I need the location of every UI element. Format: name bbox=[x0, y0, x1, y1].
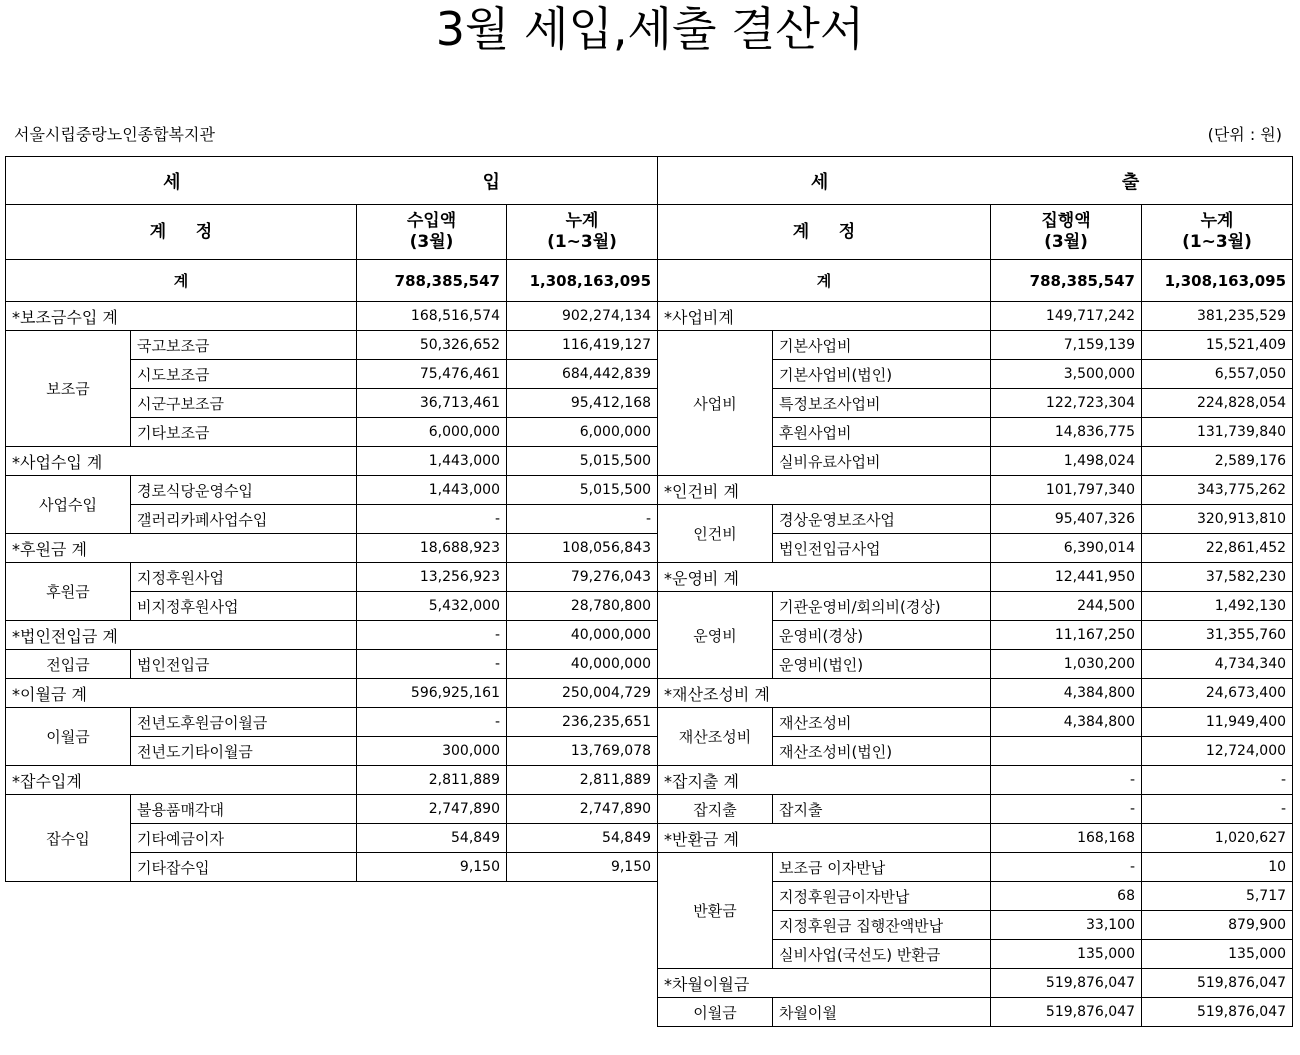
income-group-amount: 596,925,161 bbox=[357, 679, 507, 708]
expense-item-amount: 244,500 bbox=[991, 592, 1142, 621]
income-item-amount: 13,256,923 bbox=[357, 563, 507, 592]
income-item-row bbox=[6, 331, 658, 360]
expense-group-label: *인건비 계 bbox=[658, 476, 991, 505]
income-item-amount: 1,443,000 bbox=[357, 476, 507, 505]
income-category-label: 전입금 bbox=[6, 650, 131, 679]
income-group-cum: 902,274,134 bbox=[507, 302, 658, 331]
income-item-amount: 5,432,000 bbox=[357, 592, 507, 621]
income-item-name: 전년도기타이월금 bbox=[131, 737, 357, 766]
income-total-amount: 788,385,547 bbox=[357, 260, 507, 302]
income-item-row bbox=[6, 708, 658, 737]
expense-category-label: 재산조성비 bbox=[658, 708, 773, 766]
expense-item-cum: 11,949,400 bbox=[1142, 708, 1293, 737]
income-item-cum: 28,780,800 bbox=[507, 592, 658, 621]
income-item-row bbox=[6, 650, 658, 679]
expense-item-cum: 15,521,409 bbox=[1142, 331, 1293, 360]
income-group-cum: 5,015,500 bbox=[507, 447, 658, 476]
income-category-label: 사업수입 bbox=[6, 476, 131, 534]
expense-group-cum: 37,582,230 bbox=[1142, 563, 1293, 592]
expense-group-cum: 381,235,529 bbox=[1142, 302, 1293, 331]
income-group-amount: - bbox=[357, 621, 507, 650]
income-group-cum: 250,004,729 bbox=[507, 679, 658, 708]
income-col-cum: 누계 (1~3월) bbox=[507, 205, 658, 260]
income-group-row bbox=[6, 766, 658, 795]
expense-item-amount: 7,159,139 bbox=[991, 331, 1142, 360]
expense-column-headers bbox=[658, 205, 1293, 260]
income-item-cum: 54,849 bbox=[507, 824, 658, 853]
expense-item-row bbox=[658, 505, 1293, 534]
income-item-cum: 2,747,890 bbox=[507, 795, 658, 824]
income-total-cum: 1,308,163,095 bbox=[507, 260, 658, 302]
expense-category-label: 잡지출 bbox=[658, 795, 773, 824]
income-item-name: 전년도후원금이월금 bbox=[131, 708, 357, 737]
income-item-row bbox=[6, 476, 658, 505]
expense-item-cum: 1,492,130 bbox=[1142, 592, 1293, 621]
income-group-label: *보조금수입 계 bbox=[6, 302, 357, 331]
income-item-row bbox=[6, 795, 658, 824]
income-item-cum: 236,235,651 bbox=[507, 708, 658, 737]
expense-group-amount: - bbox=[991, 766, 1142, 795]
income-group-label: *잡수입계 bbox=[6, 766, 357, 795]
expense-group-row bbox=[658, 969, 1293, 998]
income-item-name: 지정후원사업 bbox=[131, 563, 357, 592]
expense-col-cum: 누계 (1~3월) bbox=[1142, 205, 1293, 260]
income-category-label: 잡수입 bbox=[6, 795, 131, 882]
expense-item-row bbox=[658, 998, 1293, 1027]
expense-group-cum: 1,020,627 bbox=[1142, 824, 1293, 853]
income-item-amount: - bbox=[357, 650, 507, 679]
income-item-amount: 6,000,000 bbox=[357, 418, 507, 447]
expense-group-row bbox=[658, 302, 1293, 331]
expense-group-label: *차월이월금 bbox=[658, 969, 991, 998]
expense-item-name: 차월이월 bbox=[773, 998, 991, 1027]
expense-item-name: 경상운영보조사업 bbox=[773, 505, 991, 534]
expense-group-amount: 149,717,242 bbox=[991, 302, 1142, 331]
income-group-label: *사업수입 계 bbox=[6, 447, 357, 476]
income-group-row bbox=[6, 447, 658, 476]
expense-item-cum: 12,724,000 bbox=[1142, 737, 1293, 766]
expense-item-row bbox=[658, 708, 1293, 737]
income-total-row bbox=[6, 260, 658, 302]
expense-total-row bbox=[658, 260, 1293, 302]
expense-group-label: *잡지출 계 bbox=[658, 766, 991, 795]
expense-item-name: 실비유료사업비 bbox=[773, 447, 991, 476]
income-item-name: 기타예금이자 bbox=[131, 824, 357, 853]
expense-item-name: 기본사업비 bbox=[773, 331, 991, 360]
expense-item-cum: 224,828,054 bbox=[1142, 389, 1293, 418]
income-group-cum: 108,056,843 bbox=[507, 534, 658, 563]
income-group-row bbox=[6, 302, 658, 331]
income-item-cum: 5,015,500 bbox=[507, 476, 658, 505]
expense-item-cum: 22,861,452 bbox=[1142, 534, 1293, 563]
income-group-amount: 2,811,889 bbox=[357, 766, 507, 795]
expense-item-amount: 14,836,775 bbox=[991, 418, 1142, 447]
expense-group-label: *사업비계 bbox=[658, 302, 991, 331]
expense-item-amount: 33,100 bbox=[991, 911, 1142, 940]
expense-group-cum: 343,775,262 bbox=[1142, 476, 1293, 505]
expense-group-amount: 519,876,047 bbox=[991, 969, 1142, 998]
income-group-cum: 40,000,000 bbox=[507, 621, 658, 650]
expense-item-cum: 5,717 bbox=[1142, 882, 1293, 911]
expense-item-amount: - bbox=[991, 853, 1142, 882]
income-item-amount: 50,326,652 bbox=[357, 331, 507, 360]
expense-table bbox=[657, 156, 1293, 1027]
expense-item-cum: 131,739,840 bbox=[1142, 418, 1293, 447]
expense-item-name: 재산조성비 bbox=[773, 708, 991, 737]
expense-item-amount: 4,384,800 bbox=[991, 708, 1142, 737]
income-item-name: 불용품매각대 bbox=[131, 795, 357, 824]
income-item-name: 국고보조금 bbox=[131, 331, 357, 360]
income-group-label: *이월금 계 bbox=[6, 679, 357, 708]
expense-item-name: 지정후원금이자반납 bbox=[773, 882, 991, 911]
expense-total-label: 계 bbox=[658, 260, 991, 302]
income-item-cum: - bbox=[507, 505, 658, 534]
expense-item-name: 후원사업비 bbox=[773, 418, 991, 447]
expense-item-cum: - bbox=[1142, 795, 1293, 824]
income-category-label: 후원금 bbox=[6, 563, 131, 621]
income-group-row bbox=[6, 534, 658, 563]
expense-item-amount: - bbox=[991, 795, 1142, 824]
expense-group-amount: 4,384,800 bbox=[991, 679, 1142, 708]
income-item-amount: 300,000 bbox=[357, 737, 507, 766]
expense-item-row bbox=[658, 592, 1293, 621]
expense-group-amount: 12,441,950 bbox=[991, 563, 1142, 592]
expense-group-cum: 24,673,400 bbox=[1142, 679, 1293, 708]
expense-total-cum: 1,308,163,095 bbox=[1142, 260, 1293, 302]
income-group-label: *법인전입금 계 bbox=[6, 621, 357, 650]
expense-item-name: 법인전입금사업 bbox=[773, 534, 991, 563]
expense-group-cum: 519,876,047 bbox=[1142, 969, 1293, 998]
expense-item-cum: 4,734,340 bbox=[1142, 650, 1293, 679]
expense-category-label: 운영비 bbox=[658, 592, 773, 679]
expense-item-row bbox=[658, 331, 1293, 360]
income-group-row bbox=[6, 679, 658, 708]
expense-item-amount: 6,390,014 bbox=[991, 534, 1142, 563]
income-item-row bbox=[6, 563, 658, 592]
income-table bbox=[5, 156, 658, 882]
expense-group-row bbox=[658, 563, 1293, 592]
expense-group-row bbox=[658, 679, 1293, 708]
expense-group-row bbox=[658, 824, 1293, 853]
income-item-name: 기타보조금 bbox=[131, 418, 357, 447]
expense-group-amount: 168,168 bbox=[991, 824, 1142, 853]
income-item-cum: 116,419,127 bbox=[507, 331, 658, 360]
expense-item-cum: 320,913,810 bbox=[1142, 505, 1293, 534]
document-title: 3월 세입,세출 결산서 bbox=[435, 2, 865, 56]
expense-item-cum: 6,557,050 bbox=[1142, 360, 1293, 389]
expense-total-amount: 788,385,547 bbox=[991, 260, 1142, 302]
expense-item-amount: 68 bbox=[991, 882, 1142, 911]
income-item-amount: 36,713,461 bbox=[357, 389, 507, 418]
expense-category-label: 인건비 bbox=[658, 505, 773, 563]
income-col-account: 계 정 bbox=[6, 205, 357, 260]
income-item-name: 경로식당운영수입 bbox=[131, 476, 357, 505]
expense-item-name: 기본사업비(법인) bbox=[773, 360, 991, 389]
income-group-amount: 1,443,000 bbox=[357, 447, 507, 476]
income-item-name: 시도보조금 bbox=[131, 360, 357, 389]
expense-item-name: 운영비(경상) bbox=[773, 621, 991, 650]
expense-col-amount: 집행액 (3월) bbox=[991, 205, 1142, 260]
income-item-cum: 95,412,168 bbox=[507, 389, 658, 418]
income-category-label: 이월금 bbox=[6, 708, 131, 766]
income-group-row bbox=[6, 621, 658, 650]
expense-group-row bbox=[658, 476, 1293, 505]
income-item-cum: 6,000,000 bbox=[507, 418, 658, 447]
expense-item-name: 잡지출 bbox=[773, 795, 991, 824]
income-item-cum: 79,276,043 bbox=[507, 563, 658, 592]
expense-item-name: 보조금 이자반납 bbox=[773, 853, 991, 882]
income-item-amount: 75,476,461 bbox=[357, 360, 507, 389]
organization-name: 서울시립중랑노인종합복지관 bbox=[14, 125, 215, 144]
income-col-amount: 수입액 (3월) bbox=[357, 205, 507, 260]
expense-item-cum: 135,000 bbox=[1142, 940, 1293, 969]
expense-item-name: 실비사업(국선도) 반환금 bbox=[773, 940, 991, 969]
expense-header: 세 출 bbox=[658, 157, 1293, 205]
expense-group-cum: - bbox=[1142, 766, 1293, 795]
expense-header-row bbox=[658, 157, 1293, 205]
expense-item-cum: 2,589,176 bbox=[1142, 447, 1293, 476]
income-item-cum: 684,442,839 bbox=[507, 360, 658, 389]
income-item-name: 비지정후원사업 bbox=[131, 592, 357, 621]
expense-item-cum: 31,355,760 bbox=[1142, 621, 1293, 650]
expense-item-row bbox=[658, 795, 1293, 824]
income-item-name: 시군구보조금 bbox=[131, 389, 357, 418]
expense-col-account: 계 정 bbox=[658, 205, 991, 260]
expense-item-amount: 519,876,047 bbox=[991, 998, 1142, 1027]
expense-category-label: 사업비 bbox=[658, 331, 773, 476]
unit-label: (단위 : 원) bbox=[1207, 125, 1282, 144]
expense-group-row bbox=[658, 766, 1293, 795]
expense-item-amount: 3,500,000 bbox=[991, 360, 1142, 389]
expense-item-amount: 11,167,250 bbox=[991, 621, 1142, 650]
expense-group-amount: 101,797,340 bbox=[991, 476, 1142, 505]
income-item-amount: - bbox=[357, 505, 507, 534]
expense-category-label: 이월금 bbox=[658, 998, 773, 1027]
expense-item-cum: 10 bbox=[1142, 853, 1293, 882]
expense-item-row bbox=[658, 853, 1293, 882]
income-header: 세 입 bbox=[6, 157, 658, 205]
income-header-row bbox=[6, 157, 658, 205]
expense-item-amount: 135,000 bbox=[991, 940, 1142, 969]
expense-group-label: *반환금 계 bbox=[658, 824, 991, 853]
expense-item-name: 지정후원금 집행잔액반납 bbox=[773, 911, 991, 940]
income-item-amount: 2,747,890 bbox=[357, 795, 507, 824]
income-item-name: 갤러리카페사업수입 bbox=[131, 505, 357, 534]
income-group-amount: 18,688,923 bbox=[357, 534, 507, 563]
expense-item-amount: 122,723,304 bbox=[991, 389, 1142, 418]
income-item-cum: 9,150 bbox=[507, 853, 658, 882]
expense-item-amount: 1,498,024 bbox=[991, 447, 1142, 476]
expense-item-cum: 879,900 bbox=[1142, 911, 1293, 940]
income-item-name: 기타잡수입 bbox=[131, 853, 357, 882]
expense-item-amount bbox=[991, 737, 1142, 766]
income-item-name: 법인전입금 bbox=[131, 650, 357, 679]
income-item-cum: 40,000,000 bbox=[507, 650, 658, 679]
income-total-label: 계 bbox=[6, 260, 357, 302]
expense-item-name: 재산조성비(법인) bbox=[773, 737, 991, 766]
income-item-amount: - bbox=[357, 708, 507, 737]
expense-item-amount: 1,030,200 bbox=[991, 650, 1142, 679]
expense-item-name: 운영비(법인) bbox=[773, 650, 991, 679]
income-item-amount: 9,150 bbox=[357, 853, 507, 882]
income-category-label: 보조금 bbox=[6, 331, 131, 447]
expense-category-label: 반환금 bbox=[658, 853, 773, 969]
income-group-label: *후원금 계 bbox=[6, 534, 357, 563]
income-group-cum: 2,811,889 bbox=[507, 766, 658, 795]
income-column-headers bbox=[6, 205, 658, 260]
income-group-amount: 168,516,574 bbox=[357, 302, 507, 331]
income-item-cum: 13,769,078 bbox=[507, 737, 658, 766]
expense-item-cum: 519,876,047 bbox=[1142, 998, 1293, 1027]
expense-item-name: 기관운영비/회의비(경상) bbox=[773, 592, 991, 621]
income-item-amount: 54,849 bbox=[357, 824, 507, 853]
expense-group-label: *재산조성비 계 bbox=[658, 679, 991, 708]
expense-group-label: *운영비 계 bbox=[658, 563, 991, 592]
expense-item-name: 특정보조사업비 bbox=[773, 389, 991, 418]
expense-item-amount: 95,407,326 bbox=[991, 505, 1142, 534]
